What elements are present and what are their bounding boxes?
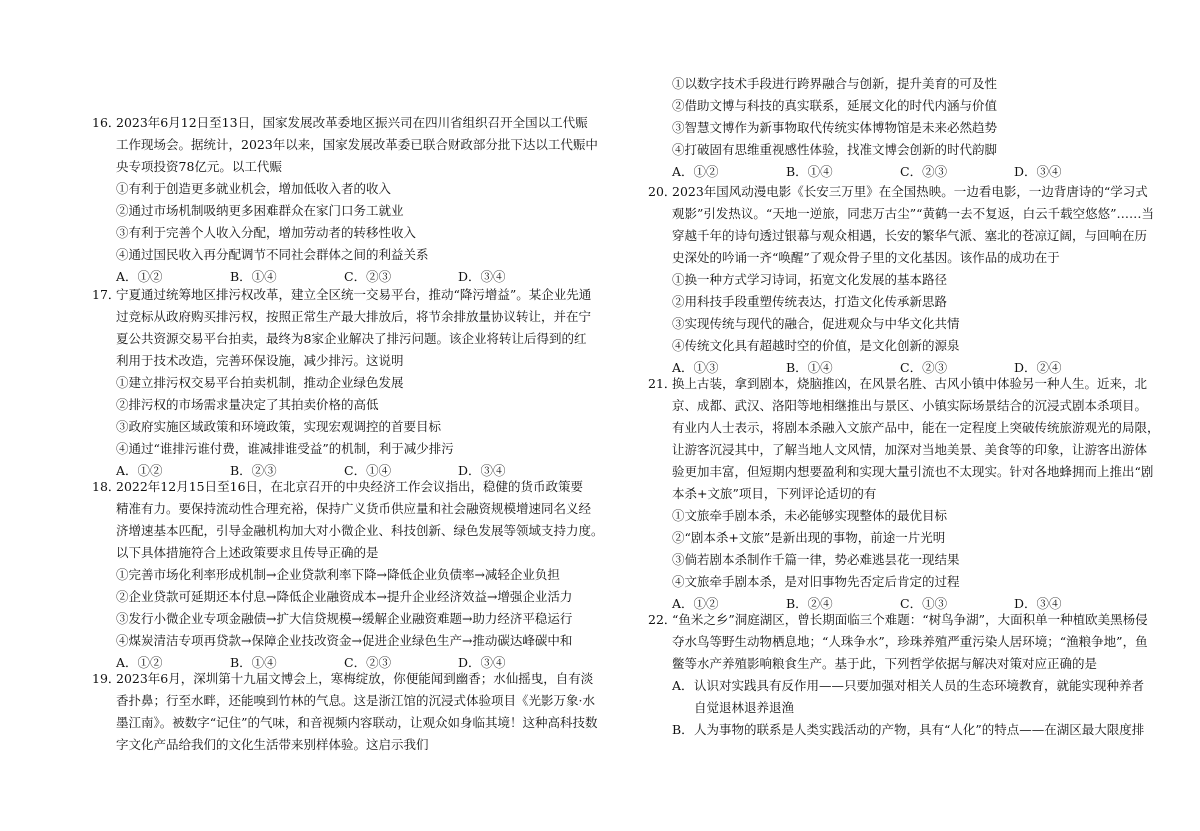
statement-2: ②用科技手段重塑传统表达，打造文化传承新思路 bbox=[672, 294, 948, 309]
answer-choices bbox=[672, 161, 1188, 183]
choice-d[interactable]: D．②④ bbox=[1014, 360, 1062, 375]
stem-line: 鳖等水产养殖影响粮食生产。基于此，下列哲学依据与解决对策对应正确的是 bbox=[672, 656, 1098, 671]
statement-3: ③政府实施区域政策和环境政策，实现宏观调控的首要目标 bbox=[116, 419, 442, 434]
statement-4: ④文旅牵手剧本杀，是对旧事物先否定后肯定的过程 bbox=[672, 574, 960, 589]
question-number: 18． bbox=[92, 479, 121, 494]
choice-b[interactable]: B．②③ bbox=[230, 463, 277, 478]
stem-line: 央专项投资78亿元。以工代赈 bbox=[116, 159, 282, 174]
option-text-cont: 自觉退林退养退渔 bbox=[694, 700, 795, 715]
stem-line: 观影”引发热议。“天地一逆旅，同悲万古尘”“黄鹤一去不复返，白云千载空悠悠”……当 bbox=[672, 206, 1154, 221]
question-19-options bbox=[648, 73, 1188, 183]
stem-line: 济增速基本匹配，引导金融机构加大对小微企业、科技创新、绿色发展等领域支持力度。 bbox=[116, 523, 604, 538]
question-16 bbox=[92, 112, 632, 288]
choice-a[interactable]: A．①② bbox=[672, 596, 719, 611]
stem-line: 换上古装，拿到剧本，烧脑推凶，在风景名胜、古风小镇中体验另一种人生。近来，北 bbox=[672, 376, 1148, 391]
statement-4: ④通过国民收入再分配调节不同社会群体之间的利益关系 bbox=[116, 247, 429, 262]
choice-b[interactable]: B．②④ bbox=[786, 596, 833, 611]
question-number: 21． bbox=[648, 376, 677, 391]
question-19-stem bbox=[92, 668, 632, 756]
stem-line: 过竞标从政府购买排污权，按照正常生产最大排放后，将节余排放量协议转让，并在宁 bbox=[116, 309, 592, 324]
statement-1: ①换一种方式学习诗词，拓宽文化发展的基本路径 bbox=[672, 272, 948, 287]
choice-b[interactable]: B．①④ bbox=[786, 164, 833, 179]
statement-1: ①文旅牵手剧本杀，未必能够实现整体的最优目标 bbox=[672, 508, 948, 523]
statement-1: ①有利于创造更多就业机会，增加低收入者的收入 bbox=[116, 181, 392, 196]
stem-line: 本杀+文旅”项目，下列评论适切的有 bbox=[672, 486, 877, 501]
stem-line: 以下具体措施符合上述政策要求且传导正确的是 bbox=[116, 545, 379, 560]
stem-line: 穿越千年的诗句透过银幕与观众相遇，长安的繁华气派、塞北的苍凉辽阔，与回响在历 bbox=[672, 228, 1148, 243]
question-21 bbox=[648, 373, 1188, 615]
statement-1: ①建立排污权交易平台拍卖机制，推动企业绿色发展 bbox=[116, 375, 404, 390]
stem-line: 让游客沉浸其中，了解当地人文风情，加深对当地美景、美食等的印象，让游客出游体 bbox=[672, 442, 1148, 457]
stem-line: 香扑鼻；行至水畔，还能嗅到竹林的气息。这是浙江馆的沉浸式体验项目《光影万象·水 bbox=[116, 693, 595, 708]
stem-line: “鱼米之乡”洞庭湖区，曾长期面临三个难题：“树鸟争湖”，大面积单一种植欧美黑杨侵 bbox=[672, 612, 1148, 627]
choice-d[interactable]: D．③④ bbox=[1014, 596, 1062, 611]
choice-d[interactable]: D．③④ bbox=[1014, 164, 1062, 179]
choice-d[interactable]: D．③④ bbox=[458, 463, 506, 478]
stem-line: 精准有力。要保持流动性合理充裕，保持广义货币供应量和社会融资规模增速同名义经 bbox=[116, 501, 592, 516]
statement-4: ④打破固有思维重视感性体验，找准文博会创新的时代韵脚 bbox=[672, 142, 998, 157]
choice-c[interactable]: C．②③ bbox=[344, 269, 392, 284]
choice-a[interactable]: A．①② bbox=[116, 463, 163, 478]
choice-d[interactable]: D．③④ bbox=[458, 655, 506, 670]
stem-line: 2023年6月12日至13日，国家发展改革委地区振兴司在四川省组织召开全国以工代赈 bbox=[116, 115, 588, 130]
choice-c[interactable]: C．①④ bbox=[344, 463, 392, 478]
statement-2: ②企业贷款可延期还本付息→降低企业融资成本→提升企业经济效益→增强企业活力 bbox=[116, 589, 573, 604]
statement-3: ③发行小微企业专项金融债→扩大信贷规模→缓解企业融资难题→助力经济平稳运行 bbox=[116, 611, 573, 626]
choice-b[interactable]: B．①④ bbox=[230, 269, 277, 284]
stem-line: 2023年国风动漫电影《长安三万里》在全国热映。一边看电影，一边背唐诗的“学习式 bbox=[672, 184, 1148, 199]
stem-line: 工作现场会。据统计，2023年以来，国家发展改革委已联合财政部分批下达以工代赈中 bbox=[116, 137, 598, 152]
statement-2: ②排污权的市场需求量决定了其拍卖价格的高低 bbox=[116, 397, 379, 412]
option-a[interactable] bbox=[672, 675, 1188, 697]
statement-4: ④通过“谁排污谁付费，谁减排谁受益”的机制，利于减少排污 bbox=[116, 441, 454, 456]
question-20 bbox=[648, 181, 1188, 379]
question-number: 19． bbox=[92, 671, 121, 686]
stem-line: 宁夏通过统筹地区排污权改革，建立全区统一交易平台，推动“降污增益”。某企业先通 bbox=[116, 287, 592, 302]
question-number: 22． bbox=[648, 612, 677, 627]
choice-b[interactable]: B．①④ bbox=[786, 360, 833, 375]
choice-c[interactable]: C．②③ bbox=[900, 164, 948, 179]
statement-2: ②通过市场机制吸纳更多困难群众在家门口务工就业 bbox=[116, 203, 404, 218]
stem-line: 2023年6月，深圳第十九届文博会上，寒梅绽放，你便能闻到幽香；水仙摇曳，自有淡 bbox=[116, 671, 594, 686]
stem-line: 京、成都、武汉、洛阳等地相继推出与景区、小镇实际场景结合的沉浸式剧本杀项目。 bbox=[672, 398, 1148, 413]
stem-line: 验更加丰富，但短期内想要盈利和实现大量引流也不太现实。针对各地蜂拥而上推出“剧 bbox=[672, 464, 1154, 479]
statement-2: ②“剧本杀+文旅”是新出现的事物，前途一片光明 bbox=[672, 530, 946, 545]
statement-4: ④煤炭清洁专项再贷款→保障企业技改资金→促进企业绿色生产→推动碳达峰碳中和 bbox=[116, 633, 573, 648]
stem-line: 字文化产品给我们的文化生活带来别样体验。这启示我们 bbox=[116, 737, 429, 752]
stem-line: 史深处的吟诵一齐“唤醒”了观众骨子里的文化基因。该作品的成功在于 bbox=[672, 250, 1060, 265]
choice-a[interactable]: A．①③ bbox=[672, 360, 719, 375]
choice-d[interactable]: D．③④ bbox=[458, 269, 506, 284]
stem-line: 2022年12月15日至16日，在北京召开的中央经济工作会议指出，稳健的货币政策要 bbox=[116, 479, 584, 494]
option-label: B． bbox=[672, 722, 694, 737]
stem-line: 夏公共资源交易平台拍卖，最终为8家企业解决了排污问题。该企业将转让后得到的红 bbox=[116, 331, 587, 346]
choice-a[interactable]: A．①② bbox=[672, 164, 719, 179]
question-22 bbox=[648, 609, 1188, 741]
stem-line: 墨江南》。被数字“记住”的气味，和音视频内容联动，让观众如身临其境！这种高科技数 bbox=[116, 715, 598, 730]
question-18 bbox=[92, 476, 632, 674]
statement-3: ③倘若剧本杀制作千篇一律，势必难逃昙花一现结果 bbox=[672, 552, 960, 567]
choice-c[interactable]: C．②③ bbox=[344, 655, 392, 670]
option-b[interactable] bbox=[672, 719, 1188, 741]
option-text: 人为事物的联系是人类实践活动的产物，具有“人化”的特点——在湖区最大限度排 bbox=[694, 722, 1145, 737]
choice-b[interactable]: B．①④ bbox=[230, 655, 277, 670]
statement-1: ①完善市场化利率形成机制→企业贷款利率下降→降低企业负债率→减轻企业负担 bbox=[116, 567, 560, 582]
stem-line: 有业内人士表示，将剧本杀融入文旅产品中，能在一定程度上突破传统旅游观光的局限， bbox=[672, 420, 1160, 435]
question-17 bbox=[92, 284, 632, 482]
option-a-continuation bbox=[672, 697, 1188, 719]
choice-a[interactable]: A．①② bbox=[116, 269, 163, 284]
choice-c[interactable]: C．①③ bbox=[900, 596, 948, 611]
statement-4: ④传统文化具有超越时空的价值，是文化创新的源泉 bbox=[672, 338, 960, 353]
question-number: 20． bbox=[648, 184, 677, 199]
statement-2: ②借助文博与科技的真实联系，延展文化的时代内涵与价值 bbox=[672, 98, 998, 113]
statement-3: ③有利于完善个人收入分配，增加劳动者的转移性收入 bbox=[116, 225, 417, 240]
option-label: A． bbox=[672, 678, 694, 693]
statement-3: ③智慧文博作为新事物取代传统实体博物馆是未来必然趋势 bbox=[672, 120, 998, 135]
question-number: 17． bbox=[92, 287, 121, 302]
stem-line: 夺水鸟等野生动物栖息地；“人珠争水”，珍珠养殖严重污染人居环境；“渔粮争地”，鱼 bbox=[672, 634, 1148, 649]
choice-c[interactable]: C．②③ bbox=[900, 360, 948, 375]
option-text: 认识对实践具有反作用——只要加强对相关人员的生态环境教育，就能实现种养者 bbox=[694, 678, 1145, 693]
stem-line: 利用于技术改造，完善环保设施，减少排污。这说明 bbox=[116, 353, 404, 368]
question-number: 16． bbox=[92, 115, 121, 130]
statement-1: ①以数字技术手段进行跨界融合与创新，提升美育的可及性 bbox=[672, 76, 998, 91]
choice-a[interactable]: A．①② bbox=[116, 655, 163, 670]
statement-3: ③实现传统与现代的融合，促进观众与中华文化共情 bbox=[672, 316, 960, 331]
